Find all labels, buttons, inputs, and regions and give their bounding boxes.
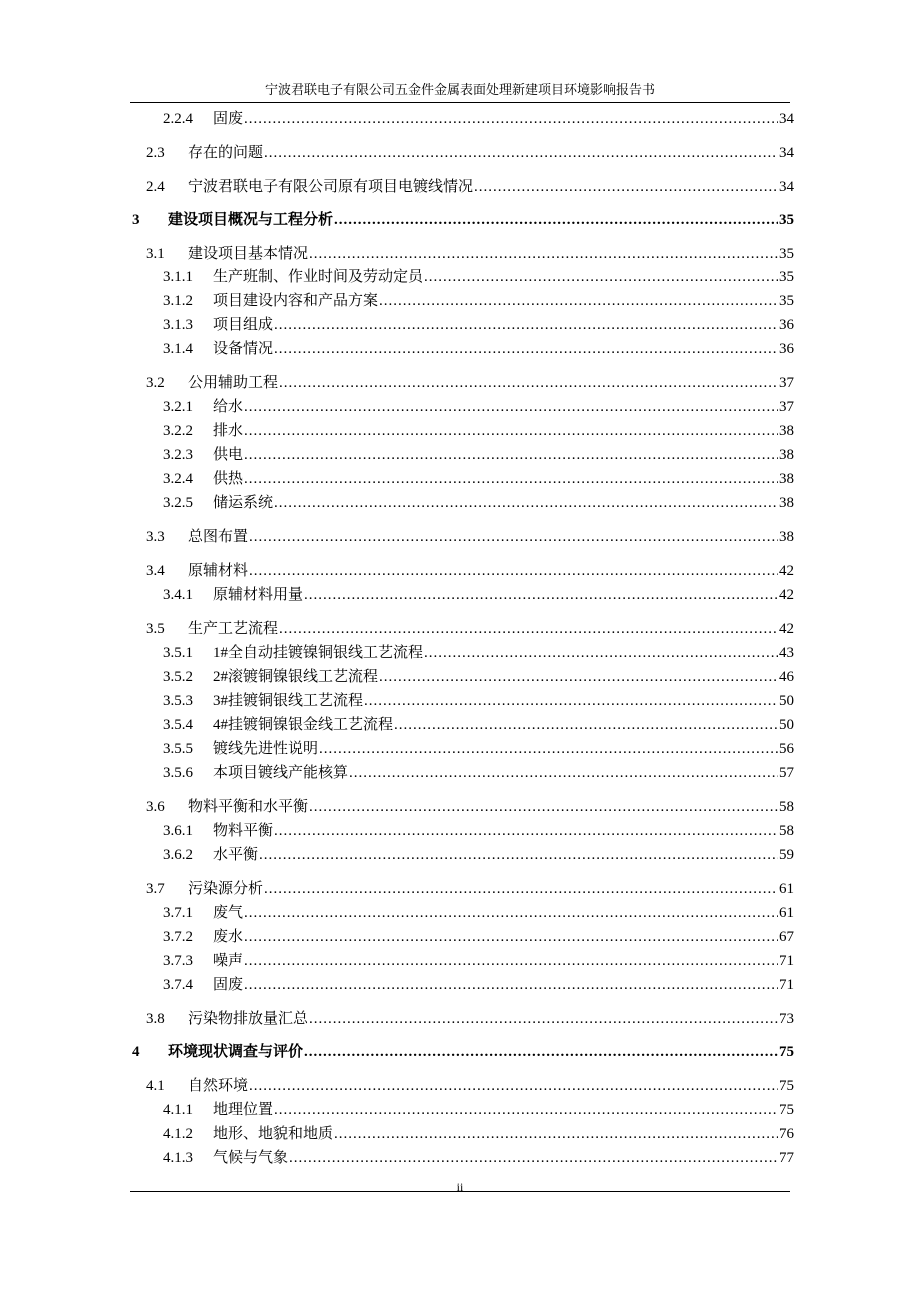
toc-entry-title: 2#滚镀铜镍银线工艺流程 (213, 669, 379, 685)
toc-entry-number: 4.1.1 (163, 1102, 193, 1118)
toc-leader-dots (334, 210, 778, 230)
toc-entry-title: 镀线先进性说明 (213, 741, 319, 757)
toc-entry-number: 3.1 (146, 246, 165, 262)
toc-entry-page: 36 (779, 341, 794, 357)
toc-entry-number: 3.8 (146, 1011, 165, 1027)
toc-entry-page: 42 (779, 587, 794, 603)
page-header: 宁波君联电子有限公司五金件金属表面处理新建项目环境影响报告书 (264, 82, 655, 97)
toc-entry-page: 71 (779, 953, 794, 969)
toc-entry-page: 38 (779, 447, 794, 463)
toc-entry[interactable] (163, 735, 794, 759)
toc-entry-number: 3 (132, 212, 140, 228)
toc-entry-title: 固废 (213, 111, 244, 127)
toc-entry[interactable] (163, 465, 794, 489)
toc-entry-title: 物料平衡 (213, 823, 274, 839)
toc-entry-title: 固废 (213, 977, 244, 993)
toc-entry-page: 37 (779, 375, 794, 391)
toc-entry-number: 3.6.1 (163, 823, 193, 839)
toc-entry-page: 50 (779, 693, 794, 709)
toc-entry[interactable] (146, 139, 794, 163)
toc-leader-dots (244, 927, 778, 947)
toc-entry[interactable] (146, 369, 794, 393)
toc-entry[interactable] (163, 663, 794, 687)
toc-entry[interactable] (146, 615, 794, 639)
toc-entry-page: 61 (779, 881, 794, 897)
toc-leader-dots (424, 267, 778, 287)
toc-leader-dots (244, 109, 778, 129)
toc-entry[interactable] (163, 1144, 794, 1168)
toc-entry-number: 3.1.4 (163, 341, 193, 357)
toc-leader-dots (249, 1076, 778, 1096)
toc-entry[interactable] (146, 875, 794, 899)
toc-entry[interactable] (146, 1072, 794, 1096)
toc-entry[interactable] (163, 489, 794, 513)
toc-entry-number: 2.4 (146, 179, 165, 195)
toc-entry-page: 38 (779, 529, 794, 545)
toc-entry[interactable] (163, 287, 794, 311)
toc-leader-dots (424, 643, 778, 663)
toc-entry-number: 4 (132, 1044, 140, 1060)
toc-entry[interactable] (146, 1005, 794, 1029)
toc-leader-dots (309, 797, 778, 817)
toc-entry-title: 污染物排放量汇总 (188, 1011, 309, 1027)
toc-entry-page: 36 (779, 317, 794, 333)
toc-entry[interactable] (163, 971, 794, 995)
toc-entry[interactable] (163, 105, 794, 129)
toc-entry[interactable] (163, 817, 794, 841)
toc-entry-page: 35 (779, 212, 794, 228)
toc-entry[interactable] (163, 687, 794, 711)
toc-entry-page: 42 (779, 621, 794, 637)
toc-entry-number: 3.1.1 (163, 269, 193, 285)
toc-entry-page: 58 (779, 799, 794, 815)
toc-entry[interactable] (163, 393, 794, 417)
toc-entry-number: 3.2.3 (163, 447, 193, 463)
toc-leader-dots (244, 445, 778, 465)
toc-entry-number: 3.7 (146, 881, 165, 897)
toc-entry-number: 3.2.4 (163, 471, 193, 487)
toc-entry-number: 3.5.6 (163, 765, 193, 781)
toc-entry-page: 50 (779, 717, 794, 733)
toc-leader-dots (309, 1009, 778, 1029)
toc-entry-page: 76 (779, 1126, 794, 1142)
toc-entry[interactable] (163, 263, 794, 287)
toc-leader-dots (274, 1100, 778, 1120)
toc-leader-dots (304, 1042, 778, 1062)
toc-leader-dots (244, 903, 778, 923)
toc-entry[interactable] (146, 793, 794, 817)
toc-entry[interactable] (163, 759, 794, 783)
toc-entry-page: 61 (779, 905, 794, 921)
toc-leader-dots (364, 691, 778, 711)
toc-entry-page: 34 (779, 111, 794, 127)
toc-entry-title: 物料平衡和水平衡 (188, 799, 309, 815)
toc-entry-number: 4.1 (146, 1078, 165, 1094)
toc-entry-number: 3.6 (146, 799, 165, 815)
toc-entry[interactable] (163, 947, 794, 971)
toc-entry-number: 3.5.5 (163, 741, 193, 757)
toc-entry-number: 2.2.4 (163, 111, 193, 127)
toc-leader-dots (279, 619, 778, 639)
toc-entry-page: 42 (779, 563, 794, 579)
toc-entry-number: 3.7.1 (163, 905, 193, 921)
page-number: ii (456, 1180, 464, 1194)
toc-entry-page: 77 (779, 1150, 794, 1166)
toc-entry-title: 噪声 (213, 953, 244, 969)
toc-entry-number: 3.5 (146, 621, 165, 637)
toc-entry-title: 生产班制、作业时间及劳动定员 (213, 269, 424, 285)
toc-leader-dots (259, 845, 778, 865)
toc-entry[interactable] (163, 581, 794, 605)
toc-entry[interactable] (163, 335, 794, 359)
toc-leader-dots (274, 821, 778, 841)
toc-entry-number: 3.2.1 (163, 399, 193, 415)
toc-entry-number: 3.5.4 (163, 717, 193, 733)
toc-entry[interactable] (163, 923, 794, 947)
toc-entry-page: 38 (779, 423, 794, 439)
toc-entry-title: 排水 (213, 423, 244, 439)
toc-entry-page: 38 (779, 495, 794, 511)
toc-entry-page: 56 (779, 741, 794, 757)
toc-entry-page: 46 (779, 669, 794, 685)
toc-entry-number: 3.5.2 (163, 669, 193, 685)
toc-leader-dots (379, 291, 778, 311)
toc-entry-page: 35 (779, 269, 794, 285)
toc-entry[interactable] (163, 899, 794, 923)
toc-leader-dots (274, 315, 778, 335)
toc-leader-dots (274, 339, 778, 359)
toc-entry-page: 37 (779, 399, 794, 415)
toc-entry-number: 3.2.5 (163, 495, 193, 511)
toc-leader-dots (244, 469, 778, 489)
toc-entry-page: 35 (779, 246, 794, 262)
toc-entry[interactable] (163, 311, 794, 335)
toc-entry-title: 建设项目基本情况 (188, 246, 309, 262)
toc-leader-dots (274, 493, 778, 513)
toc-entry-title: 地形、地貌和地质 (213, 1126, 334, 1142)
toc-entry[interactable] (163, 1096, 794, 1120)
toc-entry-title: 储运系统 (213, 495, 274, 511)
toc-entry-page: 38 (779, 471, 794, 487)
toc-entry-title: 生产工艺流程 (188, 621, 279, 637)
toc-entry-page: 57 (779, 765, 794, 781)
toc-entry-page: 34 (779, 145, 794, 161)
toc-entry-title: 总图布置 (188, 529, 249, 545)
toc-entry-title: 供热 (213, 471, 244, 487)
toc-entry-page: 73 (779, 1011, 794, 1027)
toc-entry[interactable] (146, 557, 794, 581)
toc-entry[interactable] (163, 711, 794, 735)
toc-entry-title: 气候与气象 (213, 1150, 289, 1166)
toc-entry-number: 3.5.3 (163, 693, 193, 709)
toc-entry-page: 59 (779, 847, 794, 863)
toc-leader-dots (304, 585, 778, 605)
toc-leader-dots (244, 975, 778, 995)
toc-entry-page: 71 (779, 977, 794, 993)
toc-leader-dots (319, 739, 778, 759)
toc-entry-title: 公用辅助工程 (188, 375, 279, 391)
toc-entry-number: 4.1.2 (163, 1126, 193, 1142)
toc-entry-title: 原辅材料用量 (213, 587, 304, 603)
toc-entry-number: 3.1.2 (163, 293, 193, 309)
toc-entry[interactable] (163, 841, 794, 865)
toc-entry-title: 地理位置 (213, 1102, 274, 1118)
toc-entry[interactable] (163, 417, 794, 441)
toc-entry-title: 本项目镀线产能核算 (213, 765, 349, 781)
toc-entry[interactable] (163, 639, 794, 663)
toc-entry-page: 75 (779, 1078, 794, 1094)
toc-entry-title: 项目建设内容和产品方案 (213, 293, 379, 309)
toc-leader-dots (334, 1124, 778, 1144)
toc-leader-dots (264, 879, 778, 899)
toc-entry-title: 宁波君联电子有限公司原有项目电镀线情况 (188, 179, 474, 195)
toc-entry-title: 环境现状调查与评价 (168, 1044, 304, 1060)
toc-entry-page: 67 (779, 929, 794, 945)
toc-entry-number: 3.7.3 (163, 953, 193, 969)
toc-entry-title: 给水 (213, 399, 244, 415)
toc-entry-page: 75 (779, 1102, 794, 1118)
toc-entry[interactable] (163, 1120, 794, 1144)
toc-entry[interactable] (146, 523, 794, 547)
toc-entry-number: 3.4.1 (163, 587, 193, 603)
toc-leader-dots (249, 561, 778, 581)
toc-entry-title: 3#挂镀铜银线工艺流程 (213, 693, 364, 709)
toc-leader-dots (309, 244, 778, 264)
toc-entry-page: 34 (779, 179, 794, 195)
toc-entry-number: 3.2.2 (163, 423, 193, 439)
toc-entry-number: 3.3 (146, 529, 165, 545)
toc-leader-dots (289, 1148, 778, 1168)
toc-entry-number: 2.3 (146, 145, 165, 161)
toc-entry-title: 建设项目概况与工程分析 (168, 212, 334, 228)
toc-entry-page: 35 (779, 293, 794, 309)
toc-entry[interactable] (163, 441, 794, 465)
toc-entry-number: 3.2 (146, 375, 165, 391)
toc-leader-dots (264, 143, 778, 163)
toc-entry-title: 存在的问题 (188, 145, 264, 161)
toc-entry-page: 75 (779, 1044, 794, 1060)
toc-leader-dots (244, 951, 778, 971)
toc-entry-title: 原辅材料 (188, 563, 249, 579)
toc-entry-title: 废气 (213, 905, 244, 921)
toc-entry-title: 自然环境 (188, 1078, 249, 1094)
toc-entry-number: 3.7.4 (163, 977, 193, 993)
toc-entry-page: 43 (779, 645, 794, 661)
toc-leader-dots (279, 373, 778, 393)
toc-entry-title: 水平衡 (213, 847, 259, 863)
toc-leader-dots (249, 527, 778, 547)
toc-entry-title: 4#挂镀铜镍银金线工艺流程 (213, 717, 394, 733)
toc-entry[interactable] (146, 240, 794, 264)
toc-leader-dots (349, 763, 778, 783)
toc-entry-title: 污染源分析 (188, 881, 264, 897)
toc-entry-title: 供电 (213, 447, 244, 463)
toc-entry[interactable] (132, 206, 794, 230)
toc-leader-dots (379, 667, 778, 687)
toc-entry-title: 设备情况 (213, 341, 274, 357)
toc-leader-dots (244, 397, 778, 417)
toc-entry-number: 3.5.1 (163, 645, 193, 661)
toc-leader-dots (394, 715, 778, 735)
toc-entry-number: 4.1.3 (163, 1150, 193, 1166)
toc-entry-title: 废水 (213, 929, 244, 945)
toc-entry[interactable] (132, 1038, 794, 1062)
toc-leader-dots (474, 177, 778, 197)
toc-leader-dots (244, 421, 778, 441)
toc-entry[interactable] (146, 173, 794, 197)
toc-entry-page: 58 (779, 823, 794, 839)
toc-entry-title: 项目组成 (213, 317, 274, 333)
toc-entry-number: 3.4 (146, 563, 165, 579)
toc-entry-title: 1#全自动挂镀镍铜银线工艺流程 (213, 645, 424, 661)
toc-entry-number: 3.6.2 (163, 847, 193, 863)
toc-entry-number: 3.7.2 (163, 929, 193, 945)
toc-entry-number: 3.1.3 (163, 317, 193, 333)
